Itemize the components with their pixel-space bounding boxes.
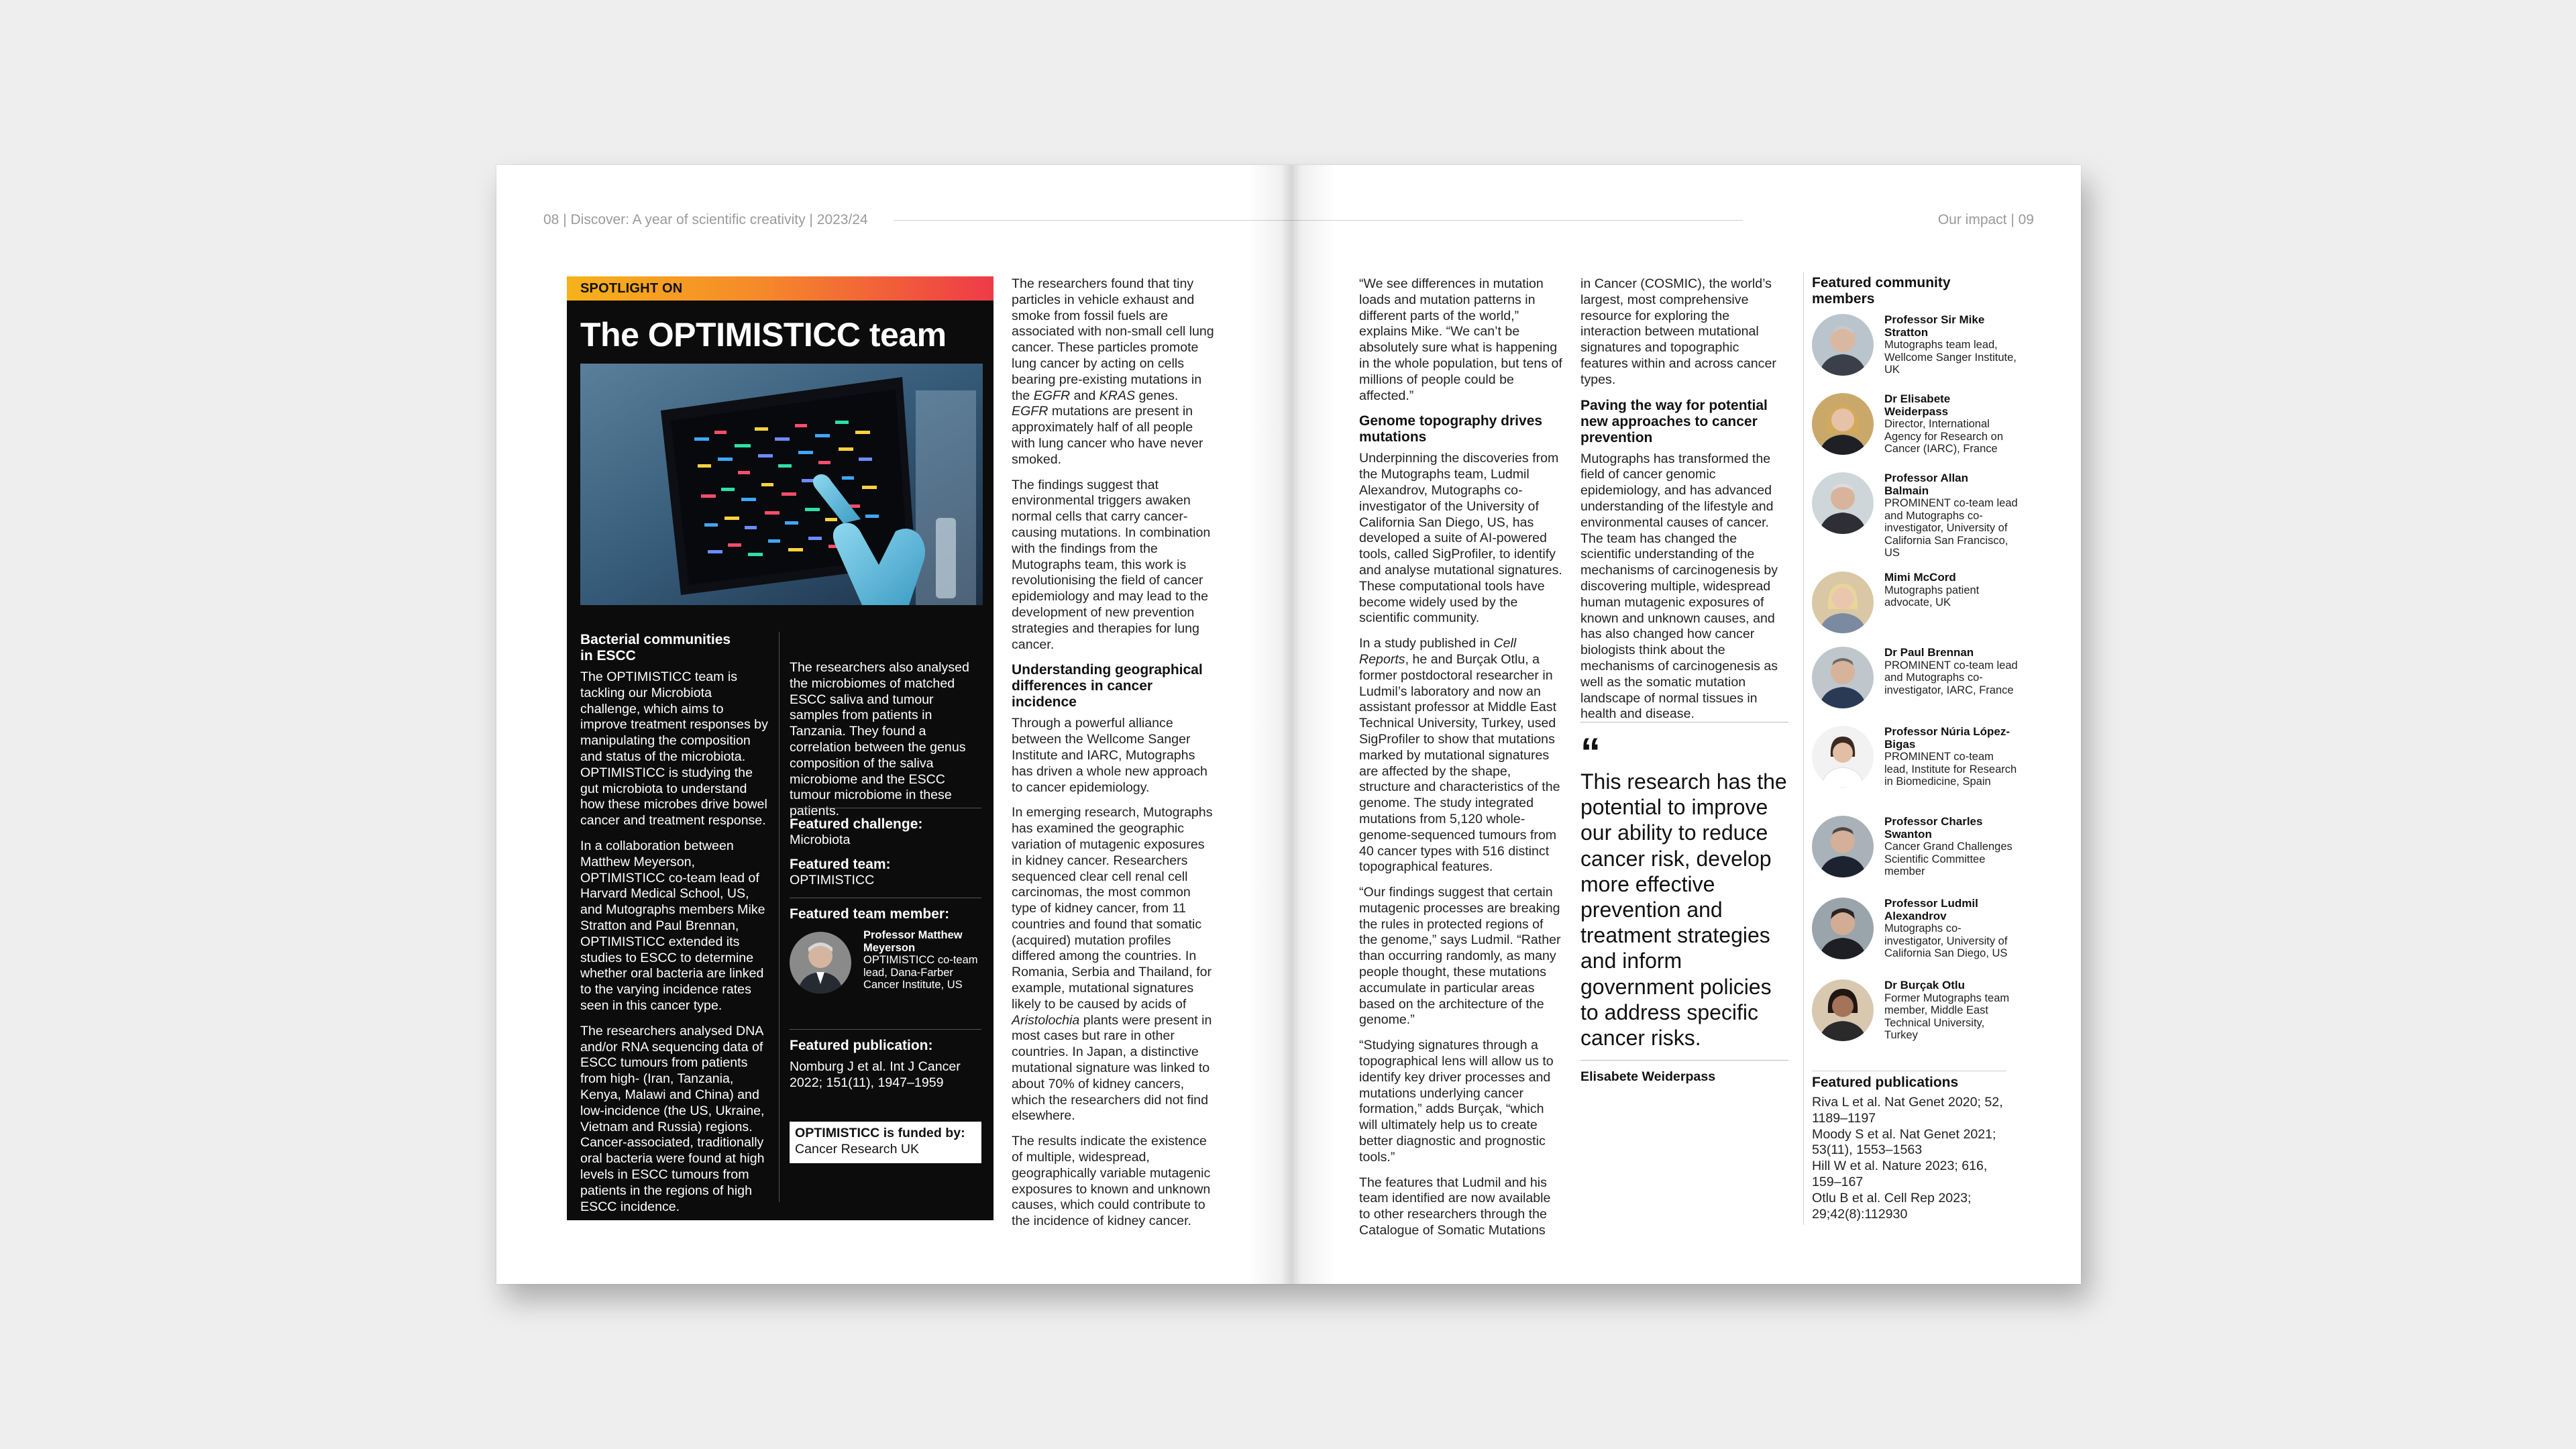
avatar [1812, 898, 1874, 959]
spotlight-para-2: In a collaboration between Matthew Meyerson, OPTIMISTICC co-team lead of Harvard Medical School, US, and Mutographs members Mike Stratton and Paul Brennan, OPTIMISTICC extended its studies to ESCC to determine whether oral bacteria are linked to the varying incidence rates seen in this cancer type. [580, 838, 765, 1013]
member-role: Cancer Grand Challenges Scientific Committee member [1884, 841, 2012, 877]
col2-text: plants were present in most cases but rare in other countries. In Japan, a distinctive mutational signature was linked to about 70% of kidney cancers, which the researchers did not find elsewhere. [1012, 1012, 1212, 1124]
member-role: Director, International Agency for Research on Cancer (IARC), France [1884, 418, 2004, 455]
spotlight-para-3: The researchers analysed DNA and/or RNA sequencing data of ESCC tumours from patients from high- (Iran, Tanzania, Kenya, Malawi and China) and low-incidence (the US, Ukraine, Vietnam and Russia) regions. Cancer-associated, traditionally oral bacteria were found at high levels in ESCC tumours from patients in the regions of high ESCC incidence. [580, 1023, 765, 1214]
page-header-left: 08 | Discover: A year of scientific creativity | 2023/24 [543, 212, 868, 227]
member-name: Professor Sir Mike Stratton [1884, 313, 1985, 339]
publications-title: Featured publications [1812, 1075, 1959, 1090]
body-column-3 [1359, 276, 1564, 1248]
portrait-icon [1812, 816, 1874, 877]
gene-egfr: EGFR [1033, 388, 1071, 403]
heading-line-1: Bacterial communities [580, 632, 731, 647]
spotlight-column-divider [779, 632, 780, 1202]
spotlight-section-heading [580, 632, 771, 664]
spotlight-right-para: The researchers also analysed the microbiomes of matched ESCC saliva and tumour samples from patients in Tanzania. They found a correlation between the genus composition of the saliva microbiome and the ESCC tumour microbiome in these patients. [790, 660, 969, 819]
journal-name: Cell Reports [1359, 636, 1517, 667]
portrait-icon [1812, 979, 1874, 1041]
quote-mark-icon: “ [1580, 730, 1601, 775]
funded-value: Cancer Research UK [795, 1141, 920, 1157]
publication-item: Hill W et al. Nature 2023; 616, 159–167 [1812, 1159, 1988, 1189]
publication-item: Riva L et al. Nat Genet 2020; 52, 1189–1197 [1812, 1095, 2003, 1126]
col2-para-3: Through a powerful alliance between the Wellcome Sanger Institute and IARC, Mutographs has driven a whole new approach to cancer epidemiology. [1012, 716, 1208, 795]
col3-text: In a study published in [1359, 636, 1494, 651]
col2-text: mutations are present in approximately half of all people with lung cancer who have never smoked. [1012, 404, 1203, 467]
quote-author: Elisabete Weiderpass [1580, 1069, 1716, 1084]
member-name: Professor Ludmil Alexandrov [1884, 897, 1978, 922]
featured-details [790, 808, 981, 889]
pull-quote [1580, 730, 1790, 1051]
avatar [1812, 572, 1874, 633]
col2-text: In emerging research, Mutographs has examined the geographic variation of mutagenic exposures in kidney cancer. Researchers sequenced clear cell renal cell carcinomas, the most common type of kidney cancer, from 11 countries and found that somatic (acquired) mutation profiles differed among the countries. In Romania, Serbia and Thailand, for example, mutational signatures likely to be caused by acids of [1012, 805, 1213, 1012]
member-card [1812, 472, 2018, 559]
featured-team-value: OPTIMISTICC [790, 872, 875, 888]
portrait-icon [1812, 647, 1874, 708]
col3-para-4: “Our findings suggest that certain mutagenic processes are breaking the rules in protected regions of the genome,” says Ludmil. “Rather than occurring randomly, as many people thought, these mutations accumulate in particular areas based on the architecture of the genome.” [1359, 885, 1561, 1028]
spotlight-left-column [580, 632, 771, 1224]
body-column-2 [1012, 276, 1214, 1239]
member-card [1812, 646, 2018, 720]
member-role: Mutographs co-investigator, University of California San Diego, US [1884, 922, 2008, 959]
featured-pub-label: Featured publication: [790, 1038, 933, 1053]
portrait-icon [1812, 572, 1874, 633]
avatar [790, 932, 851, 994]
avatar [1812, 314, 1874, 376]
member-role: PROMINENT co-team lead and Mutographs co-investigator, IARC, France [1884, 659, 2018, 696]
featured-publication [790, 1029, 981, 1091]
lab-tablet-image [580, 364, 983, 605]
body-column-4 [1580, 276, 1790, 732]
avatar [1812, 647, 1874, 708]
spotlight-para-1: The OPTIMISTICC team is tackling our Microbiota challenge, which aims to improve treatment responses by manipulating the composition and status of the microbiota. OPTIMISTICC is studying the gut microbiota to understand how these microbes drive bowel cancer and treatment response. [580, 669, 768, 828]
avatar [1812, 816, 1874, 877]
member-name: Dr Burçak Otlu [1884, 979, 1965, 991]
col2-text: and [1070, 388, 1099, 403]
member-card [1812, 816, 2013, 890]
portrait-icon [1812, 472, 1874, 534]
gene-kras: KRAS [1099, 388, 1136, 403]
quote-text: This research has the potential to improve our ability to reduce cancer risk, develop more effective prevention and treatment strategies and inform government policies to address specific cancer risks. [1580, 769, 1787, 1051]
member-name: Dr Paul Brennan [1884, 646, 1974, 659]
portrait-icon [1812, 393, 1874, 455]
member-role: PROMINENT co-team lead and Mutographs co-investigator, University of California San Francisco, US [1884, 497, 2018, 559]
portrait-icon [790, 932, 851, 994]
featured-team-member [790, 898, 981, 1010]
col3-heading: Genome topography drives mutations [1359, 413, 1543, 445]
dna-sequencing-illustration [580, 364, 983, 605]
sidebar-title: Featured community members [1812, 275, 1951, 307]
quote-rule-bottom [1580, 1060, 1788, 1061]
publication-item: Moody S et al. Nat Genet 2021; 53(11), 1553–1563 [1812, 1126, 1996, 1158]
heading-line-2: in ESCC [580, 648, 636, 663]
featured-member-name-1: Professor Matthew [863, 929, 963, 941]
col4-para-2: Mutographs has transformed the field of cancer genomic epidemiology, and has advanced understanding of the lifestyle and environmental causes of cancer. The team has changed the scientific understanding of the mechanisms of carcinogenesis by discovering multiple, widespread human mutagenic exposures of known and unknown causes, and has also changed how cancer biologists think about the mechanisms of carcinogenesis as well as the somatic mutation landscape of normal tissues in health and disease. [1580, 451, 1778, 722]
avatar [1812, 979, 1874, 1041]
avatar [1812, 472, 1874, 534]
member-name: Dr Elisabete Weiderpass [1884, 392, 1951, 418]
col2-text: genes. [1135, 388, 1179, 403]
spotlight-right-column [790, 660, 981, 829]
col4-heading: Paving the way for potential new approaches to cancer prevention [1580, 397, 1768, 445]
member-card [1812, 898, 2013, 971]
portrait-icon [1812, 726, 1874, 788]
col2-para-2: The findings suggest that environmental triggers awaken normal cells that carry cancer-causing mutations. In combination with the findings from the Mutographs team, this work is revolutionising the field of cancer epidemiology and may lead to the development of new prevention strategies and therapies for lung cancer. [1012, 477, 1211, 652]
funded-by-box [790, 1122, 981, 1163]
col4-para-1: in Cancer (COSMIC), the world’s largest, most comprehensive resource for exploring the interaction between mutational signatures and topographic features within and across cancer types. [1580, 276, 1776, 387]
col3-para-1: “We see differences in mutation loads and mutation patterns in different parts of the world,” explains Mike. “We can’t be absolutely sure what is happening in the whole population, but tens of millions of people could be affected.” [1359, 276, 1562, 403]
funded-label: OPTIMISTICC is funded by: [795, 1126, 965, 1140]
publication-item: Otlu B et al. Cell Rep 2023; 29;42(8):112930 [1812, 1190, 1972, 1222]
magazine-spread [496, 165, 2081, 1284]
page-header-right: Our impact | 09 [1937, 212, 2034, 227]
featured-member-name-2: Meyerson [863, 941, 916, 954]
featured-member-card [790, 929, 981, 1010]
portrait-icon [1812, 314, 1874, 376]
col3-para-3 [1359, 636, 1564, 875]
member-card [1812, 725, 2017, 800]
featured-member-label: Featured team member: [790, 906, 950, 922]
member-card [1812, 572, 2013, 645]
sidebar-divider [1803, 272, 1804, 1225]
avatar [1812, 393, 1874, 455]
member-name: Mimi McCord [1884, 571, 1956, 584]
col2-text: The researchers found that tiny particles in vehicle exhaust and smoke from fossil fuels are associated with non-small cell lung cancer. These particles promote lung cancer by acting on cells bearing pre-existing mutations in the [1012, 276, 1214, 403]
spotlight-title: The OPTIMISTICC team [580, 316, 947, 354]
col3-para-2: Underpinning the discoveries from the Mutographs team, Ludmil Alexandrov, Mutographs co-investigator of the University of California San Diego, US, has developed a suite of AI-powered tools, called SigProfiler, to identify and analyse mutational signatures. These computational tools have become widely used by the scientific community. [1359, 451, 1562, 626]
featured-team-label: Featured team: [790, 856, 891, 872]
gene-egfr: EGFR [1012, 404, 1049, 419]
col2-heading: Understanding geographical differences in cancer incidence [1012, 662, 1203, 710]
avatar [1812, 726, 1874, 788]
featured-challenge-value: Microbiota [790, 833, 851, 847]
col3-text: , he and Burçak Otlu, a former postdoctoral researcher in Ludmil’s laboratory and now an assistant professor at Middle East Technical University, Turkey, used SigProfiler to show that mutations marked by mutational signatures are affected by the shape, structure and characteristics of the genome. The study integrated mutations from 5,120 whole-genome-sequenced tumours from 40 cancer types with 516 distinct topographical features. [1359, 651, 1560, 875]
portrait-icon [1812, 898, 1874, 959]
spine-shadow [1248, 165, 1335, 1284]
member-role: Mutographs patient advocate, UK [1884, 584, 1980, 608]
featured-member-role: OPTIMISTICC co-team lead, Dana-Farber Cancer Institute, US [863, 954, 978, 991]
member-card [1812, 313, 2017, 388]
plant-name: Aristolochia [1012, 1012, 1080, 1028]
featured-pub-value: Nomburg J et al. Int J Cancer 2022; 151(11), 1947–1959 [790, 1059, 961, 1090]
member-role: Former Mutographs team member, Middle East Technical University, Turkey [1884, 991, 2010, 1041]
member-card [1812, 393, 2013, 467]
spotlight-label: SPOTLIGHT ON [567, 276, 994, 301]
member-name: Professor Charles Swanton [1884, 815, 1983, 841]
member-card [1812, 979, 2013, 1053]
col3-para-6: The features that Ludmil and his team identified are now available to other researchers through the Catalogue of Somatic Mutations [1359, 1175, 1551, 1238]
col2-para-1 [1012, 276, 1214, 468]
member-name: Professor Núria López-Bigas [1884, 725, 2010, 751]
member-name: Professor Allan Balmain [1884, 472, 1969, 497]
col3-para-5: “Studying signatures through a topographical lens will allow us to identify key driver processes and mutations underlying cancer formation,” adds Burçak, “which will ultimately help us to create better diagnostic and prognostic tools.” [1359, 1038, 1554, 1165]
spotlight-panel [567, 276, 994, 1220]
featured-challenge-label: Featured challenge: [790, 816, 923, 832]
col2-para-5: The results indicate the existence of multiple, widespread, geographically variable mutagenic exposures to known and unknown causes, which could contribute to the incidence of kidney cancer. [1012, 1134, 1211, 1229]
header-rule [894, 220, 1743, 221]
col2-para-4 [1012, 805, 1214, 1124]
member-role: Mutographs team lead, Wellcome Sanger Institute, UK [1884, 339, 2017, 376]
publications-list [1812, 1095, 2006, 1222]
member-role: PROMINENT co-team lead, Institute for Research in Biomedicine, Spain [1884, 751, 2017, 788]
